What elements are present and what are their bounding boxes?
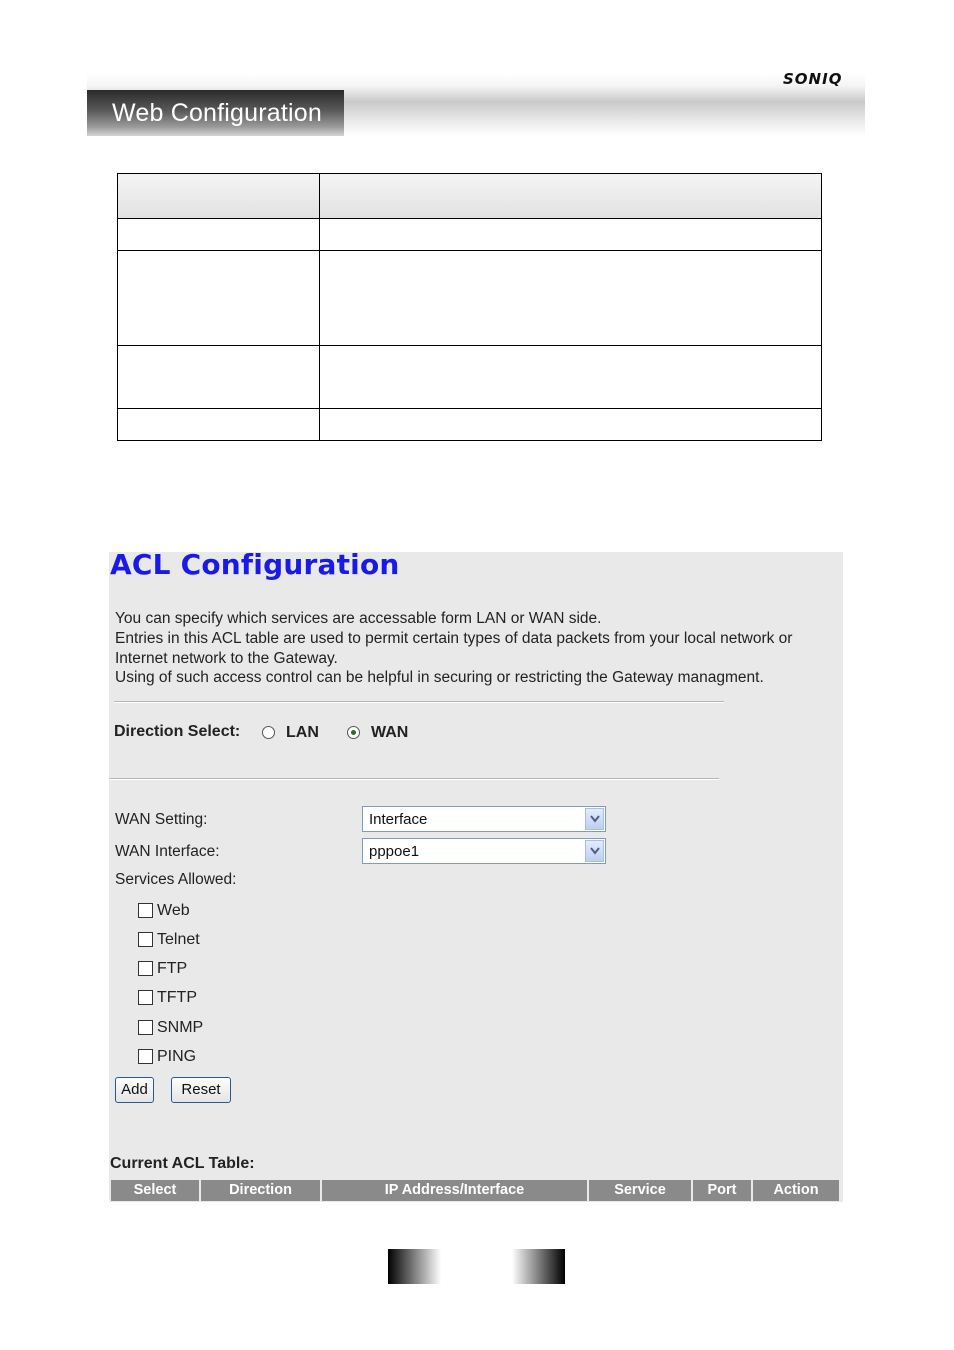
wan-interface-label: WAN Interface:: [115, 843, 220, 860]
column-header-direction: Direction: [201, 1180, 320, 1201]
checkbox-tftp[interactable]: [138, 990, 153, 1005]
chevron-down-icon[interactable]: [585, 808, 604, 830]
description-line: Using of such access control can be helpful in securing or restricting the Gateway managment.: [115, 669, 764, 686]
column-header-action: Action: [753, 1180, 839, 1201]
radio-selected-dot: [351, 730, 356, 735]
doc-table-divider: [319, 174, 320, 440]
checkbox-web[interactable]: [138, 903, 153, 918]
column-header-select: Select: [111, 1180, 199, 1201]
radio-wan[interactable]: [347, 726, 360, 739]
page-title: Web Configuration: [112, 99, 323, 127]
checkbox-snmp-label[interactable]: SNMP: [157, 1019, 204, 1036]
description-line: Entries in this ACL table are used to permit certain types of data packets from your local network or: [115, 630, 793, 647]
footer-gradient-block: [388, 1249, 565, 1284]
radio-lan-label[interactable]: LAN: [286, 724, 319, 741]
doc-table-row-line: [118, 408, 821, 409]
checkbox-ftp[interactable]: [138, 961, 153, 976]
wan-setting-select[interactable]: [362, 806, 606, 832]
checkbox-ping-label[interactable]: PING: [157, 1048, 197, 1065]
brand-logo: SONIQ: [783, 70, 843, 88]
checkbox-snmp[interactable]: [138, 1020, 153, 1035]
checkbox-telnet[interactable]: [138, 932, 153, 947]
doc-table-row-line: [118, 218, 821, 219]
column-header-port: Port: [693, 1180, 751, 1201]
checkbox-ping[interactable]: [138, 1049, 153, 1064]
current-acl-table-label: Current ACL Table:: [110, 1155, 255, 1172]
acl-title: ACL Configuration: [110, 548, 400, 581]
direction-select-label: Direction Select:: [114, 723, 241, 740]
wan-interface-select[interactable]: [362, 838, 606, 864]
column-header-ip-address: IP Address/Interface: [322, 1180, 587, 1201]
radio-wan-label[interactable]: WAN: [371, 724, 409, 741]
divider: [114, 701, 724, 703]
description-line: Internet network to the Gateway.: [115, 650, 338, 667]
wan-interface-value: pppoe1: [369, 843, 420, 860]
checkbox-ftp-label[interactable]: FTP: [157, 960, 188, 977]
wan-setting-value: Interface: [369, 811, 428, 828]
checkbox-telnet-label[interactable]: Telnet: [157, 931, 200, 948]
divider: [109, 778, 719, 780]
services-allowed-label: Services Allowed:: [115, 871, 237, 888]
add-button[interactable]: Add: [115, 1077, 154, 1103]
description-line: You can specify which services are accessable form LAN or WAN side.: [115, 610, 602, 627]
doc-table: [117, 173, 822, 441]
checkbox-web-label[interactable]: Web: [157, 902, 190, 919]
doc-table-row-line: [118, 345, 821, 346]
radio-lan[interactable]: [262, 726, 275, 739]
doc-table-row-line: [118, 250, 821, 251]
doc-table-header: [118, 174, 821, 218]
column-header-service: Service: [589, 1180, 691, 1201]
reset-button[interactable]: Reset: [171, 1077, 231, 1103]
checkbox-tftp-label[interactable]: TFTP: [157, 989, 197, 1006]
chevron-down-icon[interactable]: [585, 840, 604, 862]
wan-setting-label: WAN Setting:: [115, 811, 208, 828]
